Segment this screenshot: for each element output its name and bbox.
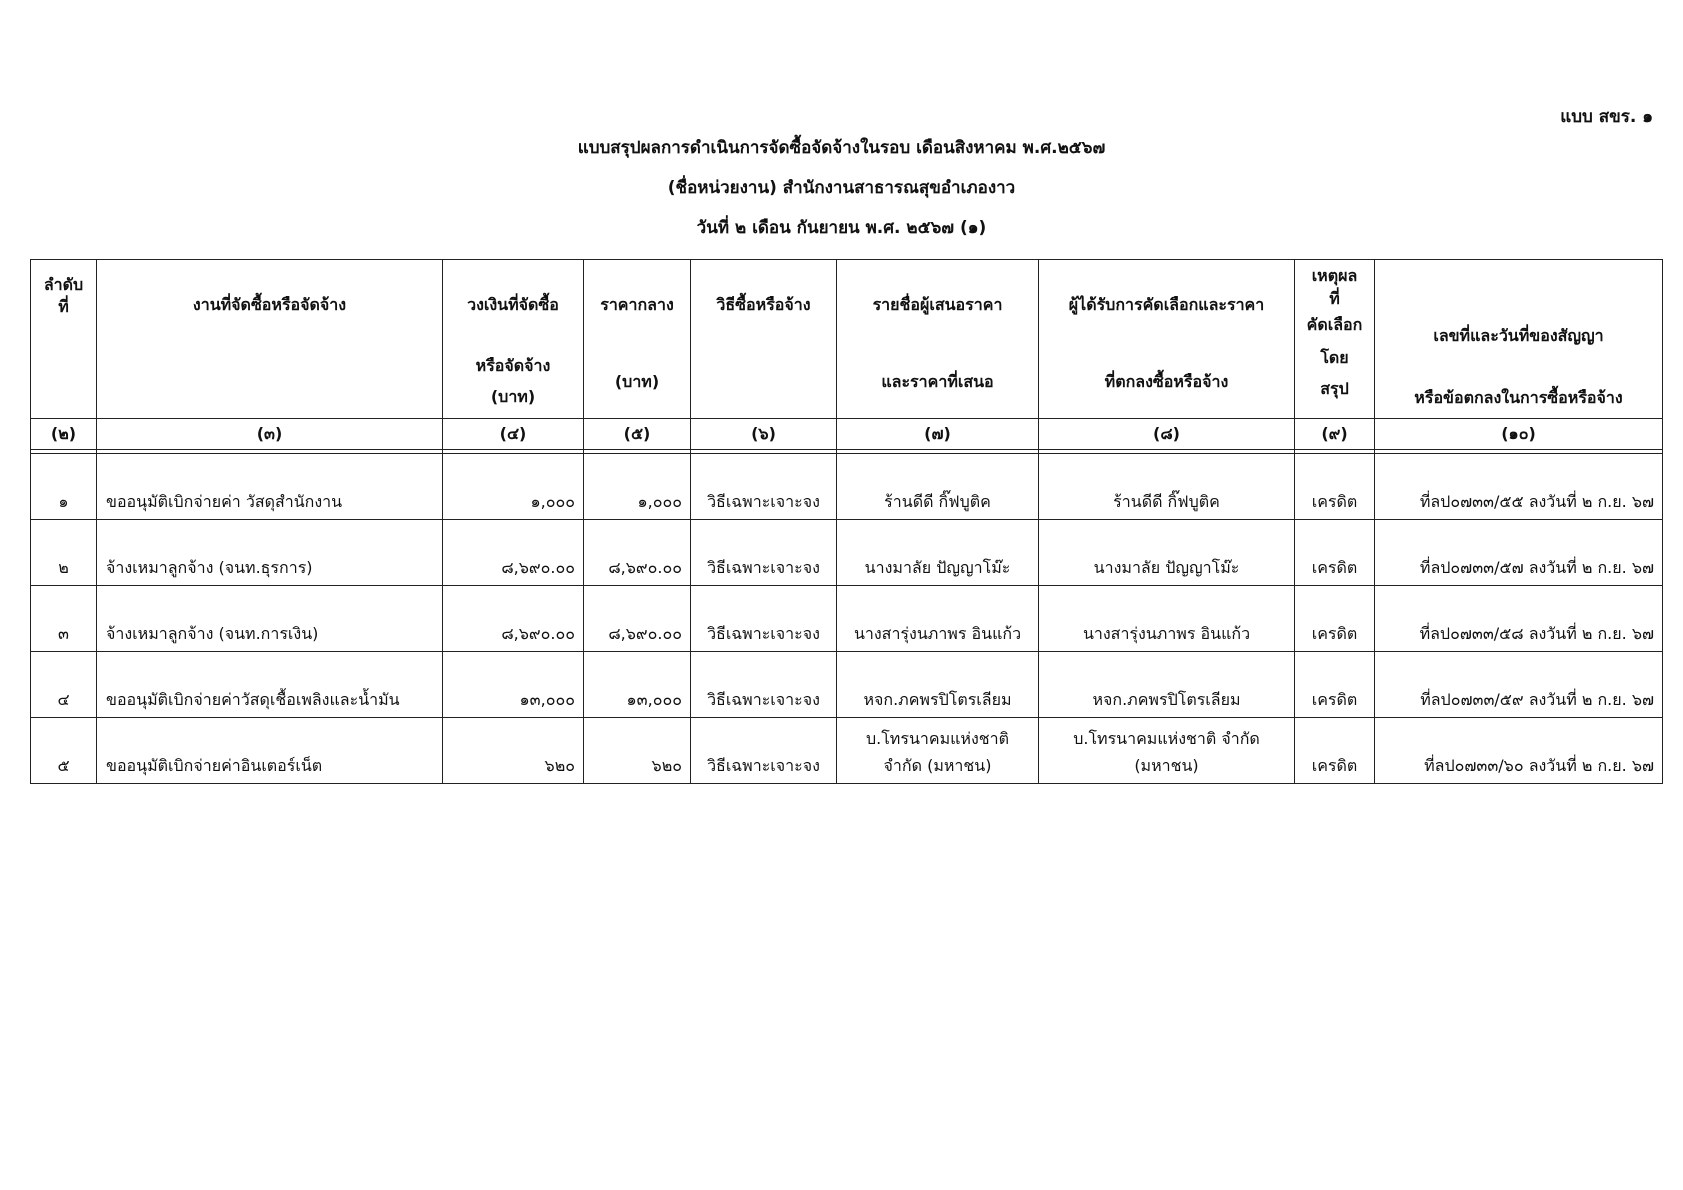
- cell-bidder: ร้านดีดี กิ๊ฟบูติค: [837, 454, 1039, 520]
- cell-budget: ๘,๖๙๐.๐๐: [443, 520, 584, 586]
- cell-work: ขออนุมัติเบิกจ่ายค่าอินเตอร์เน็ต: [97, 718, 443, 784]
- table-row: [31, 520, 1663, 586]
- document-titles: [0, 138, 1683, 258]
- cell-median-price: ๘,๖๙๐.๐๐: [584, 520, 691, 586]
- cell-median-price: ๑๓,๐๐๐: [584, 652, 691, 718]
- cell-selected: หจก.ภคพรปิโตรเลียม: [1039, 652, 1295, 718]
- header-row: [31, 260, 1663, 419]
- table-row: [31, 718, 1663, 784]
- cell-seq: ๔: [31, 652, 97, 718]
- header-seq: ลำดับ ที่: [31, 260, 97, 419]
- cell-budget: ๖๒๐: [443, 718, 584, 784]
- cell-seq: ๑: [31, 454, 97, 520]
- bidder-line: จำกัด (มหาชน): [883, 756, 992, 775]
- cell-work: ขออนุมัติเบิกจ่ายค่า วัสดุสำนักงาน: [97, 454, 443, 520]
- column-number-row: [31, 419, 1663, 450]
- agency-name: (ชื่อหน่วยงาน) สำนักงานสาธารณสุขอำเภองาว: [667, 178, 1016, 198]
- header-contract: เลขที่และวันที่ของสัญญา หรือข้อตกลงในการซื้อหรือจ้าง: [1375, 260, 1663, 419]
- column-number: (๗): [837, 419, 1039, 450]
- column-number: (๓): [97, 419, 443, 450]
- bidder-line: บ.โทรนาคมแห่งชาติ: [865, 729, 1010, 748]
- cell-seq: ๕: [31, 718, 97, 784]
- cell-work: จ้างเหมาลูกจ้าง (จนท.การเงิน): [97, 586, 443, 652]
- cell-contract: ที่ลป๐๗๓๓/๕๙ ลงวันที่ ๒ ก.ย. ๖๗: [1375, 652, 1663, 718]
- cell-contract: ที่ลป๐๗๓๓/๕๕ ลงวันที่ ๒ ก.ย. ๖๗: [1375, 454, 1663, 520]
- column-number: (๖): [691, 419, 837, 450]
- selected-line: (มหาชน): [1134, 756, 1199, 775]
- column-number: (๔): [443, 419, 584, 450]
- header-reason: เหตุผล ที่ คัดเลือก โดย สรุป: [1295, 260, 1375, 419]
- cell-reason: เครดิต: [1295, 652, 1375, 718]
- cell-reason: เครดิต: [1295, 586, 1375, 652]
- cell-selected: ร้านดีดี กิ๊ฟบูติค: [1039, 454, 1295, 520]
- cell-contract: ที่ลป๐๗๓๓/๕๘ ลงวันที่ ๒ ก.ย. ๖๗: [1375, 586, 1663, 652]
- cell-method: วิธีเฉพาะเจาะจง: [691, 586, 837, 652]
- header-selected: ผู้ได้รับการคัดเลือกและราคา ที่ตกลงซื้อหรือจ้าง: [1039, 260, 1295, 419]
- cell-bidder: [837, 718, 1039, 784]
- column-number: (๑๐): [1375, 419, 1663, 450]
- cell-selected: นางสารุ่งนภาพร อินแก้ว: [1039, 586, 1295, 652]
- cell-seq: ๒: [31, 520, 97, 586]
- header-bidders: รายชื่อผู้เสนอราคา และราคาที่เสนอ: [837, 260, 1039, 419]
- form-code: แบบ สขร. ๑: [1560, 107, 1653, 127]
- cell-budget: ๑๓,๐๐๐: [443, 652, 584, 718]
- column-number: (๙): [1295, 419, 1375, 450]
- cell-selected: นางมาลัย ปัญญาโม๊ะ: [1039, 520, 1295, 586]
- cell-method: วิธีเฉพาะเจาะจง: [691, 454, 837, 520]
- cell-reason: เครดิต: [1295, 520, 1375, 586]
- cell-contract: ที่ลป๐๗๓๓/๖๐ ลงวันที่ ๒ ก.ย. ๖๗: [1375, 718, 1663, 784]
- procurement-summary-table: [30, 259, 1663, 784]
- column-number: (๒): [31, 419, 97, 450]
- cell-seq: ๓: [31, 586, 97, 652]
- cell-reason: เครดิต: [1295, 454, 1375, 520]
- cell-median-price: ๑,๐๐๐: [584, 454, 691, 520]
- cell-selected: [1039, 718, 1295, 784]
- cell-bidder: นางสารุ่งนภาพร อินแก้ว: [837, 586, 1039, 652]
- cell-method: วิธีเฉพาะเจาะจง: [691, 718, 837, 784]
- header-method: วิธีซื้อหรือจ้าง: [691, 260, 837, 419]
- cell-median-price: ๖๒๐: [584, 718, 691, 784]
- cell-contract: ที่ลป๐๗๓๓/๕๗ ลงวันที่ ๒ ก.ย. ๖๗: [1375, 520, 1663, 586]
- cell-work: ขออนุมัติเบิกจ่ายค่าวัสดุเชื้อเพลิงและน้ำมัน: [97, 652, 443, 718]
- cell-budget: ๘,๖๙๐.๐๐: [443, 586, 584, 652]
- table-row: [31, 586, 1663, 652]
- cell-median-price: ๘,๖๙๐.๐๐: [584, 586, 691, 652]
- cell-reason: เครดิต: [1295, 718, 1375, 784]
- report-date: วันที่ ๒ เดือน กันยายน พ.ศ. ๒๕๖๗ (๑): [696, 218, 987, 238]
- cell-budget: ๑,๐๐๐: [443, 454, 584, 520]
- column-number: (๘): [1039, 419, 1295, 450]
- column-number: (๕): [584, 419, 691, 450]
- report-title: แบบสรุปผลการดำเนินการจัดซื้อจัดจ้างในรอบ เดือนสิงหาคม พ.ศ.๒๕๖๗: [577, 138, 1106, 158]
- cell-method: วิธีเฉพาะเจาะจง: [691, 520, 837, 586]
- cell-method: วิธีเฉพาะเจาะจง: [691, 652, 837, 718]
- header-budget: วงเงินที่จัดซื้อ หรือจัดจ้าง (บาท): [443, 260, 584, 419]
- table-row: [31, 652, 1663, 718]
- table-row: [31, 454, 1663, 520]
- selected-line: บ.โทรนาคมแห่งชาติ จำกัด: [1073, 729, 1260, 748]
- cell-bidder: หจก.ภคพรปิโตรเลียม: [837, 652, 1039, 718]
- cell-work: จ้างเหมาลูกจ้าง (จนท.ธุรการ): [97, 520, 443, 586]
- cell-bidder: นางมาลัย ปัญญาโม๊ะ: [837, 520, 1039, 586]
- header-median-price: ราคากลาง (บาท): [584, 260, 691, 419]
- header-work: งานที่จัดซื้อหรือจัดจ้าง: [97, 260, 443, 419]
